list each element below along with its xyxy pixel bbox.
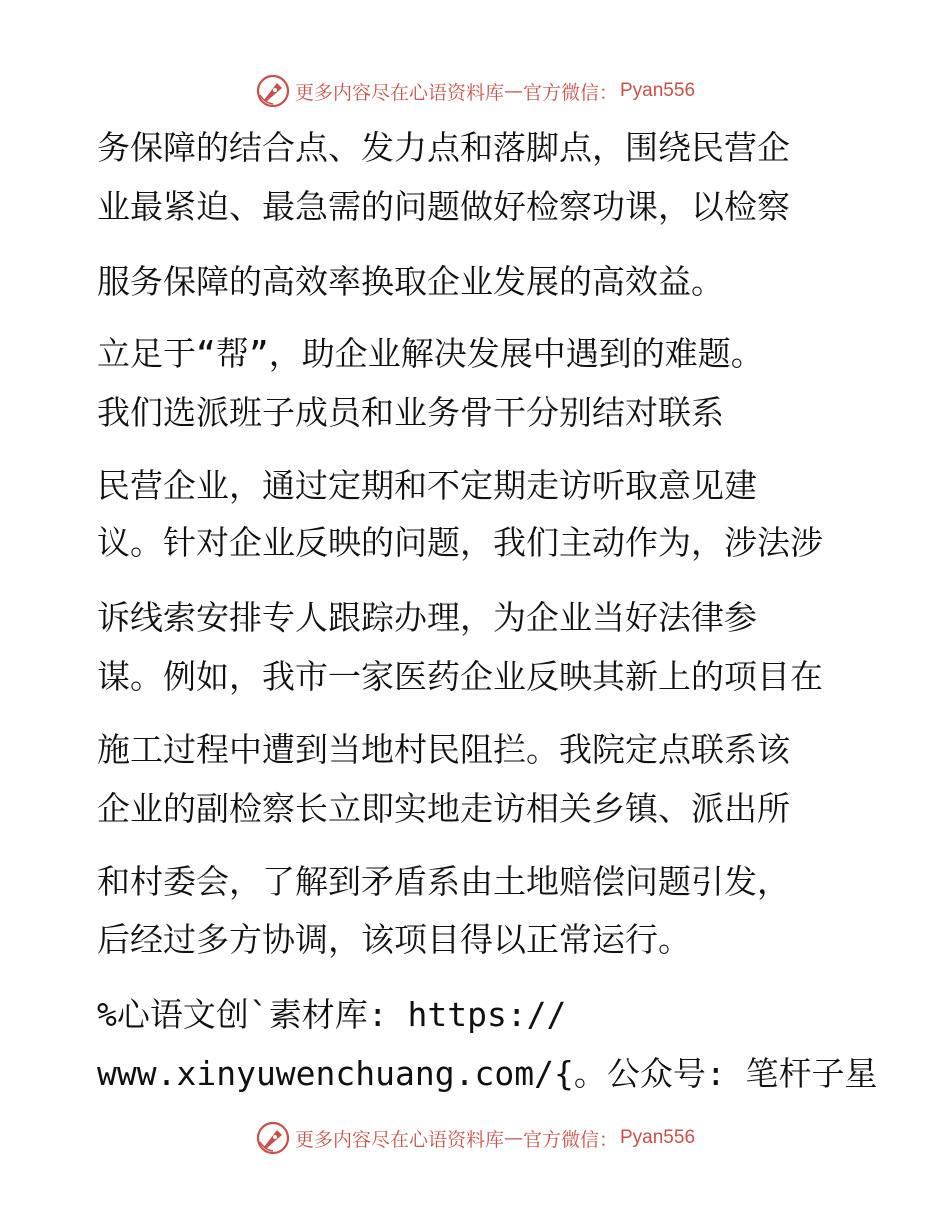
text-line: %心语文创`素材库: https:// — [97, 995, 567, 1034]
watermark-separator: — — [503, 1127, 523, 1149]
wechat-label: 官方微信： — [522, 81, 618, 104]
header-watermark — [0, 71, 950, 111]
pen-nib-logo-icon — [255, 1120, 291, 1156]
wechat-id: Pyan556 — [620, 80, 696, 101]
text-line: 业最紧迫、最急需的问题做好检察功课，以检察 — [97, 187, 790, 226]
text-line: 民营企业，通过定期和不定期走访听取意见建 — [97, 466, 757, 505]
text-line: www.xinyuwenchuang.com/{。公众号: 笔杆子星 — [97, 1054, 878, 1093]
wechat-label: 官方微信： — [522, 1128, 618, 1151]
text-line: 议。针对企业反映的问题，我们主动作为，涉法涉 — [97, 523, 823, 562]
text-line: 诉线索安排专人跟踪办理，为企业当好法律参 — [97, 598, 757, 637]
text-line: 谋。例如，我市一家医药企业反映其新上的项目在 — [97, 657, 823, 696]
text-line: 立足于“帮”，助企业解决发展中遇到的难题。 — [97, 334, 764, 373]
text-line: 我们选派班子成员和业务骨干分别结对联系 — [97, 393, 724, 432]
text-line: 和村委会，了解到矛盾系由土地赔偿问题引发， — [97, 862, 790, 901]
text-line: 服务保障的高效率换取企业发展的高效益。 — [97, 262, 724, 301]
wechat-id: Pyan556 — [620, 1127, 696, 1148]
text-line: 务保障的结合点、发力点和落脚点，围绕民营企 — [97, 128, 790, 167]
watermark-separator: — — [503, 80, 523, 102]
text-line: 后经过多方协调，该项目得以正常运行。 — [97, 920, 691, 959]
pen-nib-logo-icon — [255, 73, 291, 109]
watermark-text: 更多内容尽在心语资料库 — [294, 1128, 504, 1151]
watermark-text: 更多内容尽在心语资料库 — [294, 81, 504, 104]
text-line: 企业的副检察长立即实地走访相关乡镇、派出所 — [97, 789, 790, 828]
footer-watermark — [0, 1118, 950, 1158]
text-line: 施工过程中遭到当地村民阻拦。我院定点联系该 — [97, 730, 790, 769]
